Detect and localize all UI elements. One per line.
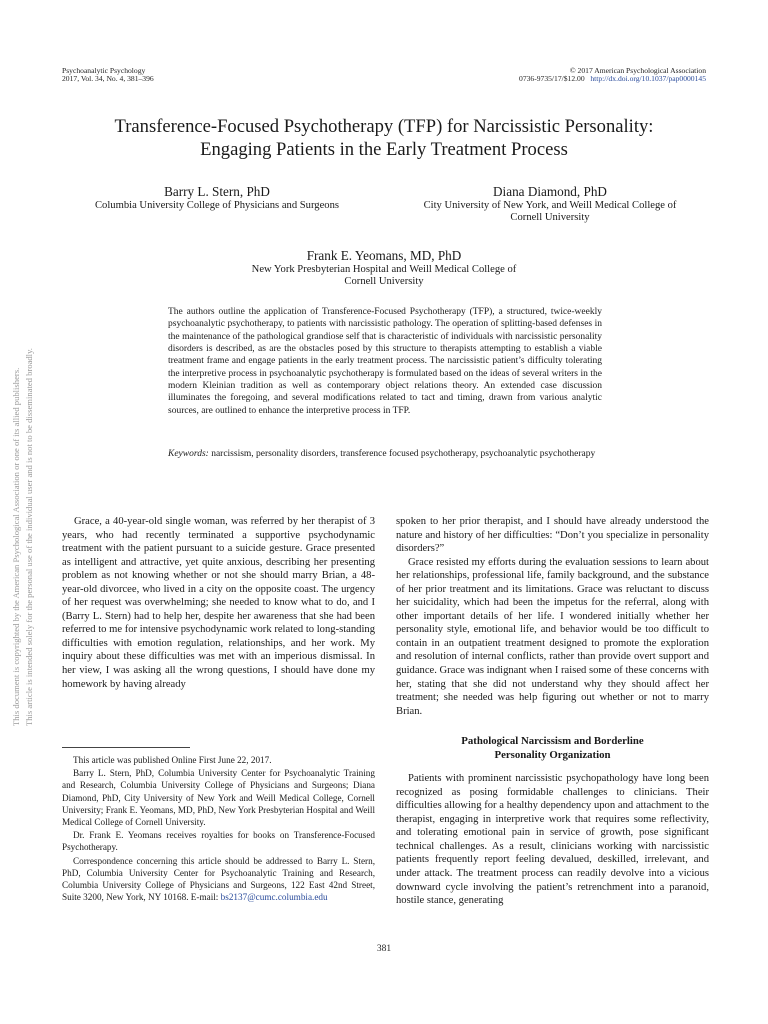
body-paragraph: Grace resisted my efforts during the evaluation sessions to learn about her relationships, professional life, family background, and the substance of her prior treatment and its limitations. Grace was reluctant to discuss her suicidality, which had been the impetus for the referral, along with other important details of her life. I wondered initially whether her personality style, emotional life, and behavior would be too difficult to contain in an outpatient treatment designed to promote the exploration and resolution of internal conflicts, rather than provide overt support and guidance. Grace was indignant when I raised some of these concerns with her, stating that she did not understand why they should affect her treatment; she needed was help figuring out whether or not to marry Brian.: [396, 556, 709, 717]
keywords-text: narcissism, personality disorders, transference focused psychotherapy, psychoanalytic psychotherapy: [211, 449, 596, 459]
author-affiliation: Cornell University: [510, 212, 590, 224]
author-block-1: [62, 184, 372, 212]
author-affiliation: City University of New York, and Weill Medical College of: [423, 200, 677, 211]
footnote-correspondence: [62, 855, 375, 904]
footnote-royalties: Dr. Frank E. Yeomans receives royalties for books on Transference-Focused Psychotherapy.: [62, 830, 375, 853]
author-name: Frank E. Yeomans, MD, PhD: [306, 248, 462, 263]
email-link[interactable]: bs2137@cumc.columbia.edu: [220, 892, 328, 903]
footnotes: [62, 754, 375, 904]
volume-line: 2017, Vol. 34, No. 4, 381–396: [62, 74, 154, 84]
side-note-line-2: This article is intended solely for the personal use of the individual user and is not to be disseminated broadly.: [24, 348, 34, 726]
article-title: [40, 115, 728, 161]
body-column-left: [62, 515, 375, 691]
title-line-2: Engaging Patients in the Early Treatment Process: [200, 139, 568, 160]
correspondence-text: Correspondence concerning this article should be addressed to Barry L. Stern, PhD, Columbia University Center for Psychoanalytic Training and Research, Columbia University College of Physicians and Surgeons, 122 East 42nd Street, Suite 3200, New York, NY 10168. E-mail:: [62, 855, 375, 903]
section-heading-line-1: Pathological Narcissism and Borderline: [461, 735, 644, 748]
section-heading: [396, 734, 709, 762]
author-affiliation: New York Presbyterian Hospital and Weill Medical College of: [251, 264, 517, 275]
footnote-affiliations: Barry L. Stern, PhD, Columbia University Center for Psychoanalytic Training and Research, Columbia University College of Physicians and Surgeons; Diana Diamond, PhD, City University of New York and Weill Medical College, Cornell University; Frank E. Yeomans, MD, PhD, New York Presbyterian Hospital and Weill Medical College of Cornell University.: [62, 768, 375, 828]
footnote-divider: [62, 747, 190, 748]
author-affiliation: Columbia University College of Physicians and Surgeons: [94, 200, 340, 211]
issn: 0736-9735/17/$12.00: [519, 74, 585, 84]
body-column-right: [396, 515, 709, 908]
page-number: 381: [376, 944, 392, 954]
author-name: Barry L. Stern, PhD: [164, 184, 270, 199]
copyright-line: © 2017 American Psychological Association: [569, 66, 706, 75]
doi-link[interactable]: http://dx.doi.org/10.1037/pap0000145: [590, 74, 706, 84]
author-affiliation: Cornell University: [344, 276, 424, 288]
section-heading-line-2: Personality Organization: [494, 749, 611, 762]
author-block-2: [390, 184, 710, 224]
body-paragraph: Patients with prominent narcissistic psychopathology have long been recognized as posing formidable challenges to clinicians. Their difficulties allowing for a healthy dependency upon and attachment to the therapist, engaging in interpretive work that requires some reflectivity, and tolerating emotional pain in service of growth, pose significant technical challenges. As a result, clinicians working with narcissistic patients frequently report feeling devalued, deskilled, irrelevant, and under attack. The treatment process can readily devolve into a vicious downward cycle involving the patient’s retrenchment into a paranoid, hostile stance, generating: [396, 773, 709, 907]
body-paragraph: Grace, a 40-year-old single woman, was referred by her therapist of 3 years, who had recently terminated a supportive psychodynamic treatment with the patient pursuant to a suicide gesture. Grace presented as intelligent and attractive, yet quite anxious, describing her presenting problem as not knowing whether or not she should marry Brian, a 48-year-old divorcee, who lived in a city on the opposite coast. The urgency of her request was overwhelming; she needed to know what to do, and I (Barry L. Stern) had to help her, despite her awareness that she had been referred to me for intensive psychodynamic work related to long-standing difficulties with emotion regulation, relationships, and her work. My inquiry about these difficulties was met with an imperious dismissal. In her view, I was asking all the wrong questions, I should have done my homework by having already: [62, 516, 375, 690]
body-paragraph: spoken to her prior therapist, and I should have already understood the nature and history of her difficulties: “Don’t you specialize in personality disorders?”: [396, 516, 709, 555]
journal-name: Psychoanalytic Psychology: [62, 66, 146, 75]
abstract: The authors outline the application of Transference-Focused Psychotherapy (TFP), a structured, twice-weekly psychoanalytic psychotherapy, to patients with narcissistic pathology. The operation of splitting-based defenses in the maintenance of the pathological grandiose self that is characteristic of individuals with narcissistic personality disorders is described, as are the obstacles posed by this structure to therapists attempting to establish a viable treatment frame and engage patients in the early treatment process. The narcissistic patient’s difficulty tolerating the interpretive process in psychoanalytic psychotherapy is formulated based on the ideas of several writers in the modern Kleinian tradition as well as contemporary object relations theory. An extended case discussion illuminates the foregoing, and several modifications related to tact and timing, drawn from various analytic sources, are outlined to enhance the interpretive process in TFP.: [168, 307, 602, 416]
journal-header-right: [519, 67, 706, 84]
issn-doi-line: [519, 75, 706, 83]
keywords-label: Keywords:: [168, 449, 209, 459]
title-line-1: Transference-Focused Psychotherapy (TFP) for Narcissistic Personality:: [114, 116, 654, 137]
side-note-line-1: This document is copyrighted by the American Psychological Association or one of its allied publishers.: [11, 367, 21, 726]
author-name: Diana Diamond, PhD: [493, 184, 607, 199]
journal-header-left: [62, 67, 154, 84]
footnote-published: This article was published Online First June 22, 2017.: [73, 755, 272, 765]
